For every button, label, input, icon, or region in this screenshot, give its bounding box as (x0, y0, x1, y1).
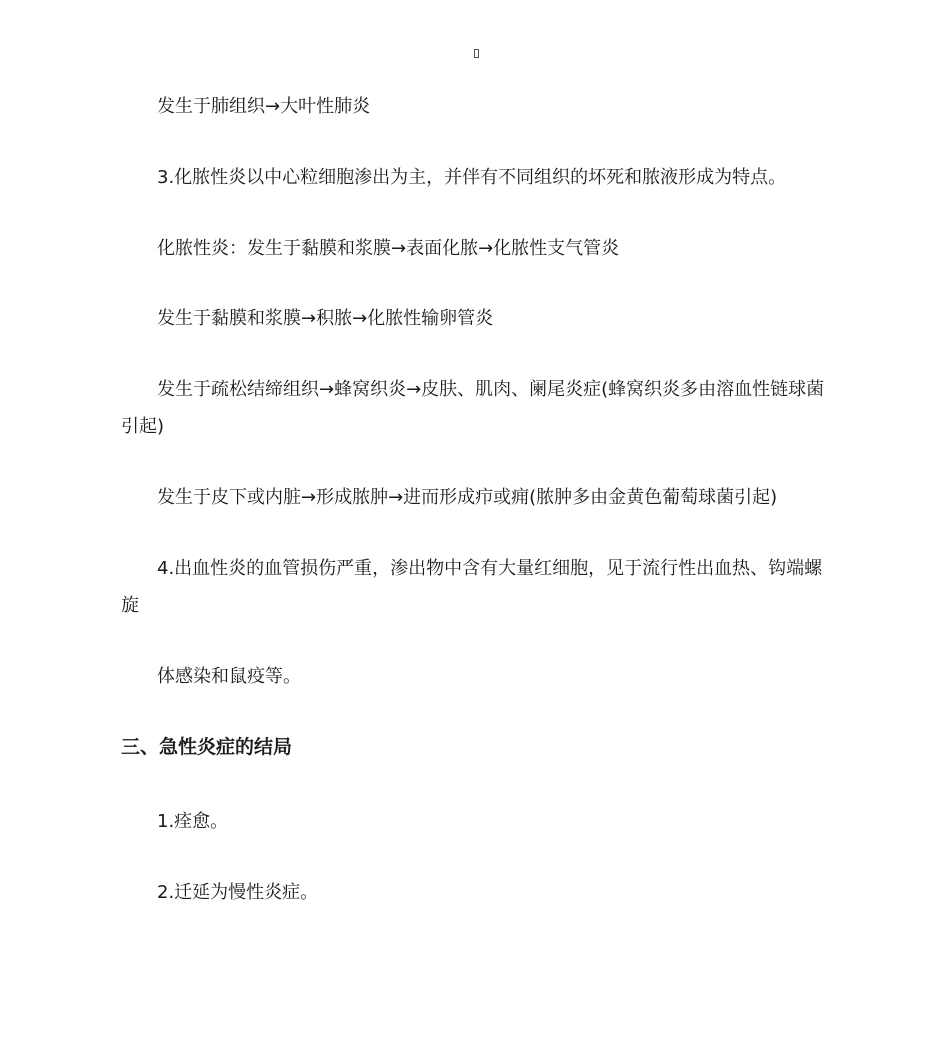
paragraph: 发生于疏松结缔组织→蜂窝织炎→皮肤、肌肉、阑尾炎症(蜂窝织炎多由溶血性链球菌引起) (121, 379, 825, 437)
paragraph: 发生于肺组织→大叶性肺炎 (157, 96, 371, 117)
paragraph: 1.痊愈。 (157, 811, 229, 832)
paragraph: 发生于皮下或内脏→形成脓肿→进而形成疖或痈(脓肿多由金黄色葡萄球菌引起) (157, 487, 778, 508)
paragraph: 3.化脓性炎以中心粒细胞渗出为主，并伴有不同组织的坏死和脓液形成为特点。 (157, 167, 787, 188)
paragraph: 发生于黏膜和浆膜→积脓→化脓性输卵管炎 (157, 308, 494, 329)
paragraph: 4.出血性炎的血管损伤严重，渗出物中含有大量红细胞，见于流行性出血热、钩端螺旋 (121, 558, 823, 616)
section-heading: 三、急性炎症的结局 (121, 736, 293, 758)
paragraph: 化脓性炎：发生于黏膜和浆膜→表面化脓→化脓性支气管炎 (157, 238, 620, 259)
paragraph: 2.迁延为慢性炎症。 (157, 882, 319, 903)
paragraph: 体感染和鼠疫等。 (157, 666, 301, 687)
header-glyph-icon (474, 49, 479, 58)
